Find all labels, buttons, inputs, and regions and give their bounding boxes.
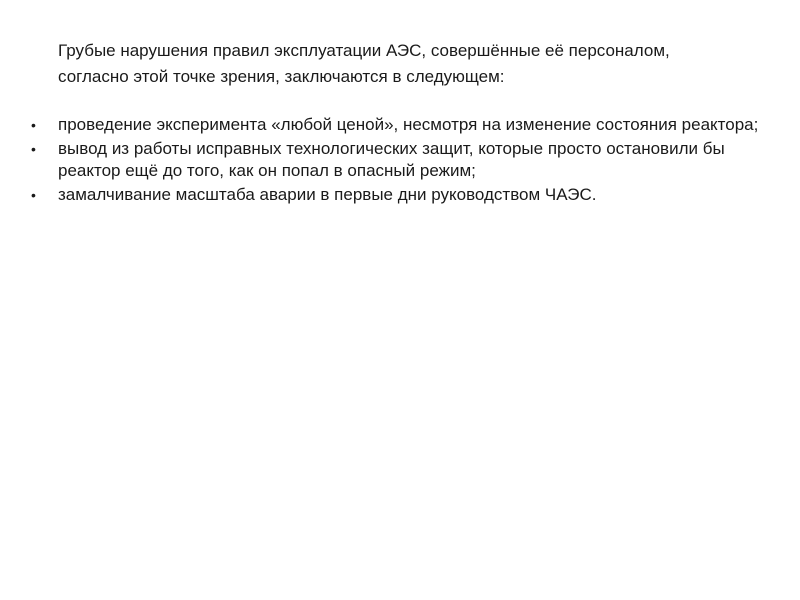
intro-paragraph	[58, 38, 758, 90]
bullet-list	[0, 114, 780, 208]
bullet-icon: •	[31, 187, 36, 203]
bullet-icon: •	[31, 141, 36, 157]
bullet-text: замалчивание масштаба аварии в первые дни руководством ЧАЭС.	[58, 185, 597, 204]
bullet-text: проведение эксперимента «любой ценой», несмотря на изменение состояния реактора;	[58, 115, 759, 134]
bullet-text: вывод из работы исправных технологических защит, которые просто остановили бы реактор ещё до того, как он попал в опасный режим;	[58, 139, 725, 180]
bullet-icon: •	[31, 117, 36, 133]
list-item	[0, 138, 780, 182]
list-item	[0, 114, 780, 136]
intro-line-2: согласно этой точке зрения, заключаются в следующем:	[58, 67, 505, 86]
list-item	[0, 184, 780, 206]
intro-line-1: Грубые нарушения правил эксплуатации АЭС, совершённые её персоналом,	[58, 41, 670, 60]
